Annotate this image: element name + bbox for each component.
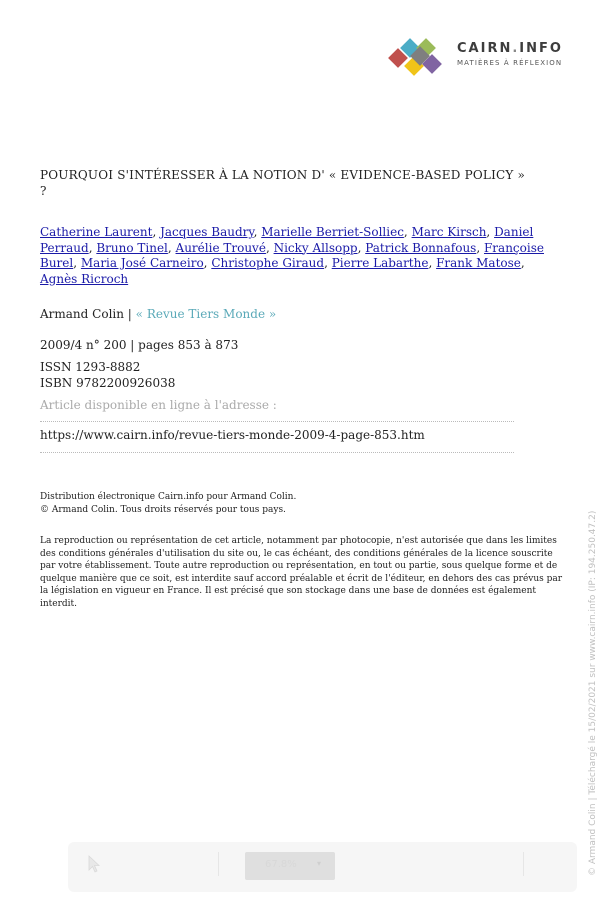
copyright-line: © Armand Colin. Tous droits réservés pour tous pays. [40, 505, 286, 515]
journal-name: « Revue Tiers Monde » [135, 307, 277, 321]
cairn-logo [386, 36, 576, 80]
issn: ISSN 1293-8882 [40, 360, 141, 374]
cairn-diamond-logo-icon [386, 36, 450, 78]
toolbar-separator [523, 852, 524, 876]
zoom-value: 67.8% [265, 859, 297, 870]
divider-bottom [40, 452, 514, 453]
pdf-viewer-toolbar [68, 842, 577, 892]
author-link[interactable]: Frank Matose [436, 256, 521, 270]
cairn-tagline: MATIÈRES À RÉFLEXION [457, 59, 563, 67]
author-link[interactable]: Françoise Burel [40, 240, 544, 270]
legal-notice: La reproduction ou représentation de cet article, notamment par photocopie, n'est autorisée que dans les limites des conditions générales d'utilisation du site ou, le cas échéant, des conditions générales de la licence souscrite par votre établissement. Toute autre reproduction ou représentation, en tout ou partie, sous quelque forme et de quelque manière que ce soit, est interdite sauf accord préalable et écrit de l'éditeur, en dehors des cas prévus par la législation en vigueur en France. Il est précisé que son stockage dans une base de données est également interdit. [40, 536, 563, 609]
author-link[interactable]: Bruno Tinel [96, 240, 168, 255]
distribution-notice [40, 491, 296, 517]
author-link[interactable]: Marc Kirsch [411, 225, 487, 239]
toolbar-separator [218, 852, 219, 876]
issue-line: 2009/4 n° 200 | pages 853 à 873 [40, 338, 239, 352]
download-watermark: © Armand Colin | Téléchargé le 15/02/2021 sur www.cairn.info (IP: 194.250.47.2) [588, 510, 598, 876]
author-link[interactable]: Aurélie Trouvé [175, 240, 266, 255]
author-link[interactable]: Jacques Baudry [160, 225, 254, 239]
author-list: Catherine Laurent, Jacques Baudry, Marielle Berriet-Solliec, Marc Kirsch, Daniel Perraud, Bruno Tinel, Aurélie Trouvé, Nicky Allsopp, Patrick Bonnafous, Françoise Burel, Maria José Carneiro, Christophe Giraud, Pierre Labarthe, Frank Matose, Agnès Ricroch [40, 225, 544, 286]
author-link[interactable]: Maria José Carneiro [80, 256, 204, 270]
publisher-name: Armand Colin [40, 307, 124, 321]
isbn: ISBN 9782200926038 [40, 376, 176, 390]
cairn-wordmark: CAIRN.INFO [457, 41, 563, 56]
article-title: POURQUOI S'INTÉRESSER À LA NOTION D' « EVIDENCE-BASED POLICY » ? [40, 168, 526, 198]
author-link[interactable]: Daniel Perraud [40, 225, 534, 255]
publisher-line: Armand Colin | « Revue Tiers Monde » [40, 307, 277, 321]
cursor-icon[interactable] [88, 855, 100, 873]
author-link[interactable]: Marielle Berriet-Solliec [261, 225, 404, 239]
article-url[interactable]: https://www.cairn.info/revue-tiers-monde-2009-4-page-853.htm [40, 428, 425, 442]
author-link[interactable]: Pierre Labarthe [331, 256, 429, 270]
available-online-label: Article disponible en ligne à l'adresse : [40, 398, 277, 412]
zoom-select[interactable] [245, 852, 335, 880]
author-link[interactable]: Christophe Giraud [211, 256, 325, 270]
author-link[interactable]: Nicky Allsopp [273, 240, 358, 255]
distribution-line: Distribution électronique Cairn.info pour Armand Colin. [40, 492, 297, 502]
chevron-down-icon: ▾ [317, 859, 322, 868]
author-link[interactable]: Agnès Ricroch [40, 271, 129, 286]
divider-top [40, 421, 514, 422]
author-link[interactable]: Catherine Laurent [40, 225, 153, 239]
author-link[interactable]: Patrick Bonnafous [365, 240, 477, 255]
